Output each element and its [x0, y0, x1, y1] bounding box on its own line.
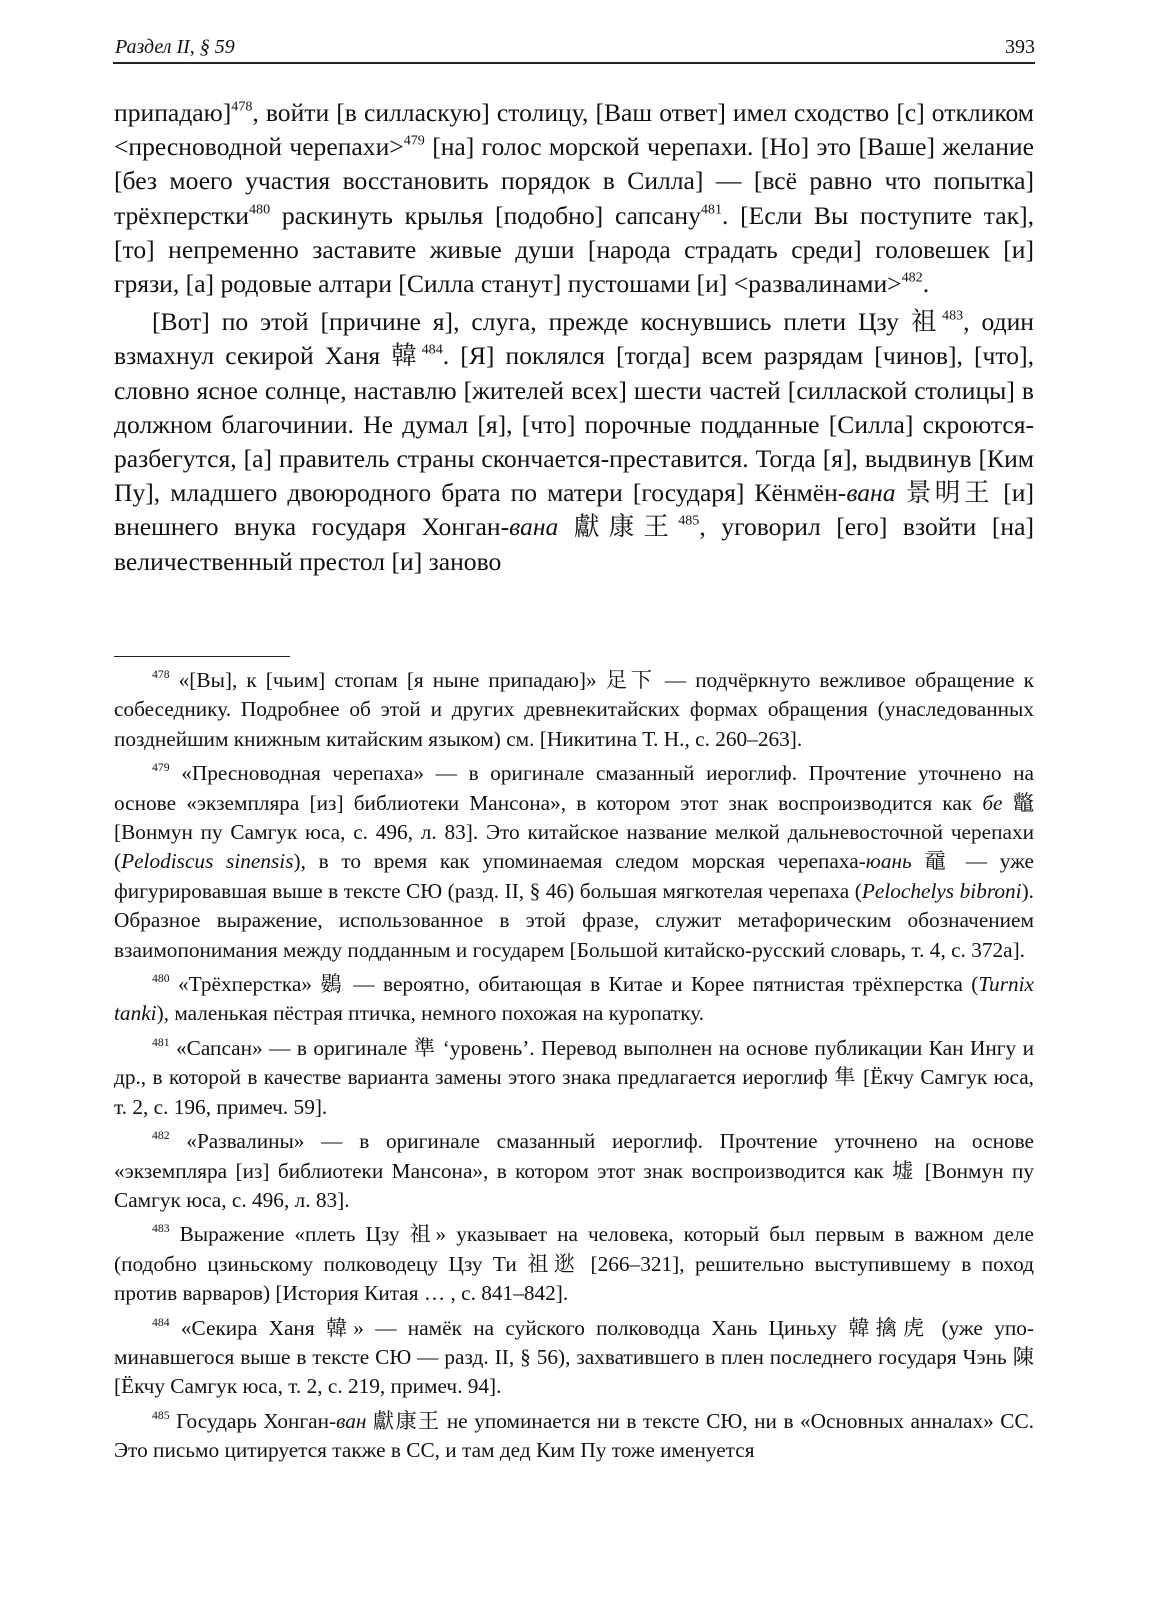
text-run: припадаю] — [114, 98, 232, 127]
main-text — [114, 96, 1034, 579]
footnotes — [114, 666, 1034, 1471]
footnote — [114, 666, 1034, 754]
text-run: 鼈 [Вонмун пу Самгук юса, с. 496, л. 83]. Это китайское название мелкой дальневосточной черепахи ( — [114, 790, 1034, 874]
text-run: ), маленькая пёстрая птичка, немного похожая на куропатку. — [156, 1001, 705, 1026]
footnote — [114, 1034, 1034, 1122]
footnote — [114, 1314, 1034, 1402]
paragraph-1 — [114, 96, 1034, 301]
text-run: [Вот] по этой [причине я], слуга, прежде коснувшись плети Цзу 祖 — [152, 307, 943, 337]
italic-term: бе — [982, 790, 1003, 815]
footnote-ref: 480 — [152, 972, 170, 986]
paragraph-2 — [114, 305, 1034, 579]
footnote-ref: 482 — [152, 1129, 170, 1143]
footnote — [114, 1220, 1034, 1308]
text-run: . [Я] поклялся [тогда] всем разрядам [чинов], [что], словно ясное солнце, наставлю [жителей всех] шести частей [силлаской столицы] в должном благочинии. Не думал [я], [что] порочные подданные [Силла] скроются-разбегутся, [а] правитель страны скончается-преставится. Тогда [я], выдвинув [Ким Пу], младшего двоюродного брата по матери [государя] Кёнмён- — [114, 341, 1034, 508]
italic-term: вана — [509, 512, 559, 542]
text-run: «Пресноводная черепаха» — в оригинале смазанный иероглиф. Прочтение уточнено на основе «экземпляра [из] библиотеки Мансона», в котором этот знак воспроизводится как — [114, 761, 1034, 815]
text-run: ), в то время как упоминаемая следом морская черепаха- — [293, 849, 866, 874]
text-run: . [Если Вы поступите так], [то] непременно заставите живые души [народа страдать среди] головешек [и] грязи, [а] родовые алтари [Силла станут] пустошами [и] <развалинами> — [114, 200, 1034, 299]
text-run: , войти [в силласкую] столицу, [Ваш ответ] имел сходство [с] откликом <пресноводной черепахи> — [114, 98, 1034, 162]
text-run: «[Вы], к [чьим] стопам [я ныне припадаю]» 足下 — подчёркнуто вежливое обращение к собеседнику. Подробнее об этой и других древнекитайских формах обращения (унаследованных позднейшим книжным китайским языком) см. [Никитина Т. Н., с. 260–263]. — [114, 668, 1034, 751]
footnote-ref: 480 — [248, 201, 271, 218]
italic-term: ван — [336, 1408, 367, 1433]
text-run: Выражение «плеть Цзу 祖» указывает на человека, который был первым в важном деле (подобно цзиньскому полководецу Цзу Ти 祖逖 [266–321], решительно выступившему в поход против варваров) [История Китая … , с. 841–842]. — [114, 1222, 1034, 1306]
footnote-ref: 483 — [942, 307, 964, 324]
footnote-ref: 485 — [152, 1408, 170, 1422]
text-run: 獻康王 — [558, 512, 679, 542]
italic-term: Pelodiscus sinensis — [121, 849, 294, 874]
footnote-ref: 478 — [231, 98, 253, 115]
italic-term: юань — [865, 849, 912, 874]
italic-term: Turnix tanki — [114, 972, 1034, 1026]
italic-term: вана — [846, 478, 896, 508]
text-run: 黿 — уже фигурировавшая выше в тексте СЮ (разд. II, § 46) большая мягкотелая черепаха ( — [114, 849, 1034, 903]
footnote — [114, 759, 1034, 965]
footnote-ref: 484 — [152, 1315, 170, 1329]
footnote — [114, 1127, 1034, 1215]
text-run: раскинуть крылья [подобно] сапсану — [270, 200, 701, 230]
text-run: , уговорил [его] взойти [на] величественный престол [и] заново — [114, 512, 1034, 576]
footnote-separator — [114, 656, 290, 657]
footnote — [114, 1407, 1034, 1466]
text-run: [на] голос морской черепахи. [Но] это [Ваше] желание [без моего участия восстановить порядок в Силла] — [всё равно что попытка] трёхперстки — [114, 132, 1034, 230]
text-run: «Сапсан» — в оригинале 準 ‘уровень’. Перевод выполнен на основе публикации Кан Ингу и др., в которой в качестве варианта замены этого знака предлагается иероглиф 隼 [Ёкчу Самгук юса, т. 2, с. 196, примеч. 59]. — [114, 1035, 1034, 1119]
footnote-ref: 482 — [901, 269, 923, 286]
page-number: 393 — [1005, 36, 1035, 58]
running-header — [113, 32, 1035, 64]
footnote-ref: 481 — [152, 1036, 170, 1050]
footnote-ref: 484 — [421, 341, 443, 358]
text-run: Государь Хонган- — [169, 1408, 337, 1433]
text-run: «Трёхперстка» 鷃 — вероятно, обитающая в Китае и Корее пятнистая трёхперстка ( — [169, 972, 979, 997]
section-reference: Раздел II, § 59 — [115, 36, 235, 58]
text-run: «Развалины» — в оригинале смазанный иероглиф. Прочтение уточнено на основе «экземпляра [из] библиотеки Мансона», в котором этот знак воспроизводится как 墟 [Вонмун пу Самгук юса, с. 496, л. 83]. — [114, 1129, 1034, 1212]
text-run: , один взмахнул секирой Ханя 韓 — [114, 307, 1034, 371]
footnote-ref: 479 — [403, 132, 425, 149]
footnote-ref: 485 — [678, 512, 700, 529]
italic-term: Pelochelys bibroni — [861, 878, 1022, 903]
text-run: . — [922, 269, 930, 299]
footnote-ref: 478 — [152, 668, 170, 682]
text-run: 景明王 [и] внешнего внука государя Хонган- — [114, 478, 1034, 542]
text-run: «Секира Ханя 韓» — намёк на суйского полководца Хань Циньху 韓擒虎 (уже упоминавшегося выше в тексте СЮ — разд. II, § 56), захватившего в плен последнего государя Чэнь 陳 [Ёкчу Самгук юса, т. 2, с. 219, примеч. 94]. — [114, 1315, 1034, 1399]
footnote — [114, 970, 1034, 1029]
text-run: ). Образное выражение, использованное в этой фразе, служит метафорическим обозначением взаимопонимания между подданным и государем [Большой китайско-русский словарь, т. 4, с. 372а]. — [114, 878, 1034, 962]
text-run: 獻康王 не упоминается ни в тексте СЮ, ни в «Основных анналах» СС. Это письмо цитируется также в СС, и там дед Ким Пу тоже именуется — [114, 1408, 1034, 1463]
footnote-ref: 479 — [152, 761, 170, 775]
footnote-ref: 481 — [700, 201, 722, 218]
footnote-ref: 483 — [152, 1222, 170, 1236]
